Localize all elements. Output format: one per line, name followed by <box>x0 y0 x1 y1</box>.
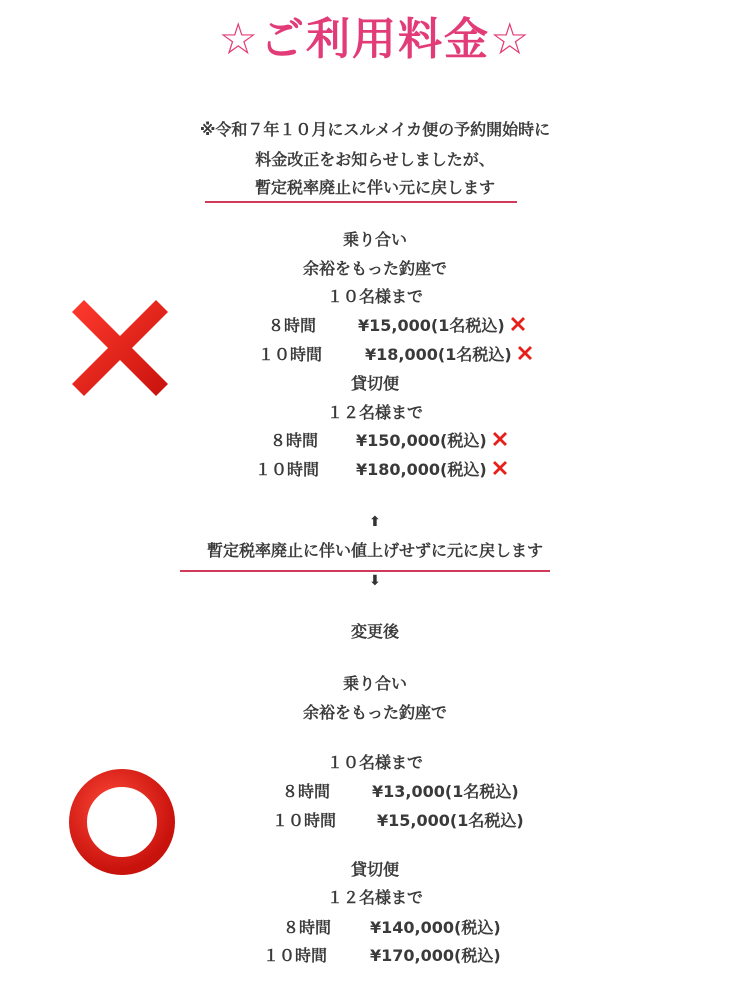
old-shared-hours-10: １０時間 <box>258 345 323 364</box>
old-charter-hours-10: １０時間 <box>255 460 320 479</box>
new-shared-hours-10: １０時間 <box>272 811 337 830</box>
new-shared-price-8: ¥13,000(1名税込) <box>372 782 519 801</box>
old-charter-title: 貸切便 <box>350 374 399 393</box>
new-shared-price-10: ¥15,000(1名税込) <box>377 811 524 830</box>
old-shared-price-8 <box>358 314 528 341</box>
old-charter-hours-8: ８時間 <box>270 431 319 450</box>
new-charter-hours-10: １０時間 <box>263 946 328 965</box>
price-text: ¥15,000(1名税込) <box>358 316 505 335</box>
price-text: ¥18,000(1名税込) <box>365 345 512 364</box>
old-charter-capacity: １２名様まで <box>326 403 423 422</box>
new-shared-capacity: １０名様まで <box>326 753 423 772</box>
small-red-cross-icon <box>508 314 528 341</box>
old-shared-hours-8: ８時間 <box>268 316 317 335</box>
notice-underline <box>205 201 517 203</box>
old-shared-price-10 <box>365 343 535 370</box>
new-heading: 変更後 <box>350 622 399 641</box>
up-arrow-icon: ⬆ <box>369 514 381 530</box>
old-charter-price-8 <box>356 429 510 456</box>
old-shared-desc: 余裕をもった釣座で <box>302 259 447 278</box>
notice-line-1: ※令和７年１０月にスルメイカ便の予約開始時に <box>199 120 551 139</box>
old-shared-title: 乗り合い <box>342 230 407 249</box>
transition-underline <box>180 570 550 572</box>
page-title: ☆ご利用料金☆ <box>218 14 532 65</box>
old-shared-capacity: １０名様まで <box>326 287 423 306</box>
new-charter-capacity: １２名様まで <box>326 888 423 907</box>
old-charter-price-10 <box>356 458 510 485</box>
small-red-cross-icon <box>515 343 535 370</box>
new-charter-title: 貸切便 <box>350 860 399 879</box>
new-charter-hours-8: ８時間 <box>283 918 332 937</box>
notice-line-3: 暫定税率廃止に伴い元に戻します <box>254 178 495 197</box>
notice-line-2: 料金改正をお知らせしましたが、 <box>255 150 495 169</box>
small-red-cross-icon <box>490 458 510 485</box>
new-charter-price-10: ¥170,000(税込) <box>370 946 501 965</box>
new-shared-desc: 余裕をもった釣座で <box>302 703 447 722</box>
new-shared-title: 乗り合い <box>342 674 407 693</box>
new-charter-price-8: ¥140,000(税込) <box>370 918 501 937</box>
new-shared-hours-8: ８時間 <box>282 782 331 801</box>
transition-text: 暫定税率廃止に伴い値上げせずに元に戻します <box>206 541 543 560</box>
price-text: ¥180,000(税込) <box>356 460 487 479</box>
small-red-cross-icon <box>490 429 510 456</box>
down-arrow-icon: ⬇ <box>369 573 381 589</box>
price-text: ¥150,000(税込) <box>356 431 487 450</box>
